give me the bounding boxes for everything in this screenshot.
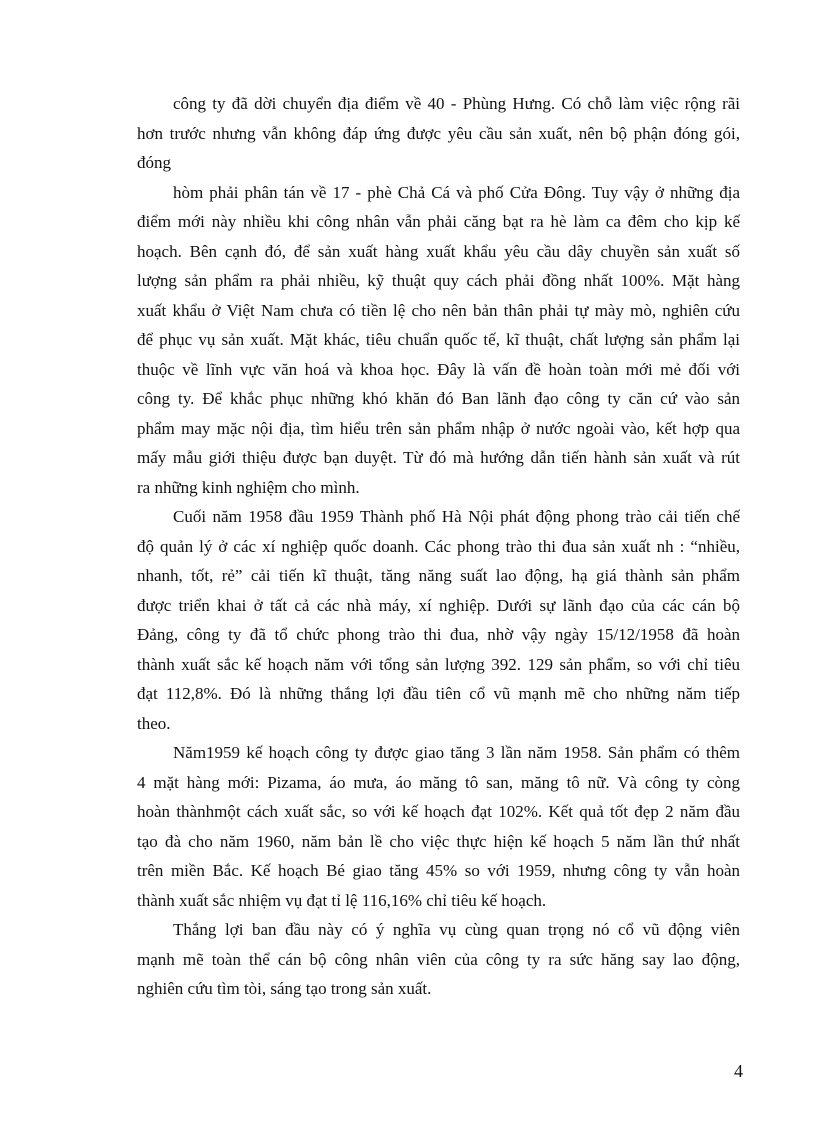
text-line: hơn trước nhưng vẫn không đáp ứng được yêu cầu sản xuất, nên bộ phận đóng gói,	[137, 123, 740, 143]
text-line: để phục vụ sản xuất. Mặt khác, tiêu chuẩn quốc tế, kĩ thuật, chất lượng sản phẩm lại	[137, 330, 740, 349]
text-line: công ty. Để khắc phục những khó khăn đó Ban lãnh đạo công ty căn cứ vào sản	[137, 389, 740, 408]
text-line: thành xuất sắc nhiệm vụ đạt tỉ lệ 116,16% chỉ tiêu kế hoạch.	[137, 890, 547, 910]
text-line: đóng	[137, 153, 171, 172]
text-line: nghiên cứu tìm tòi, sáng tạo trong sản xuất.	[137, 979, 432, 998]
text-line: phẩm may mặc nội địa, tìm hiểu trên sản phẩm nhập ở nước ngoài vào, kết hợp qua	[137, 418, 740, 438]
text-line: thành xuất sắc kế hoạch năm với tổng sản lượng 392. 129 sản phẩm, so với chỉ tiêu	[137, 654, 740, 674]
text-line: Cuối năm 1958 đầu 1959 Thành phố Hà Nội phát động phong trào cải tiến chế	[173, 507, 740, 526]
body-text	[137, 89, 740, 1004]
text-line: đạt 112,8%. Đó là những thắng lợi đầu tiên cổ vũ mạnh mẽ cho những năm tiếp	[137, 684, 740, 703]
text-line: độ quản lý ở các xí nghiệp quốc doanh. Các phong trào thi đua sản xuất nh : “nhiều,	[137, 536, 740, 556]
text-line: Đảng, công ty đã tổ chức phong trào thi đua, nhờ vậy ngày 15/12/1958 đã hoàn	[137, 625, 740, 644]
text-line: lượng sản phẩm ra phải nhiều, kỹ thuật quy cách phải đồng nhất 100%. Mặt hàng	[137, 271, 740, 290]
text-line: 4 mặt hàng mới: Pizama, áo mưa, áo măng tô san, măng tô nữ. Và công ty còng	[137, 772, 740, 792]
text-line: được triển khai ở tất cả các nhà máy, xí nghiệp. Dưới sự lãnh đạo của các cán bộ	[137, 595, 740, 615]
text-line: trên miền Bắc. Kế hoạch Bé giao tăng 45% so với 1959, nhưng công ty vẫn hoàn	[137, 861, 740, 880]
text-line: thuộc về lĩnh vực văn hoá và khoa học. Đây là vấn đề hoàn toàn mới mẻ đối với	[137, 359, 740, 379]
text-line: nhanh, tốt, rẻ” cải tiến kĩ thuật, tăng năng suất lao động, hạ giá thành sản phẩm	[137, 566, 740, 585]
text-line: Thắng lợi ban đầu này có ý nghĩa vụ cùng quan trọng nó cổ vũ động viên	[173, 920, 740, 939]
text-line: điểm mới này nhiều khi công nhân vẫn phải căng bạt ra hè làm ca đêm cho kịp kế	[137, 212, 740, 231]
text-line: hoàn thànhmột cách xuất sắc, so với kế hoạch đạt 102%. Kết quả tốt đẹp 2 năm đầu	[137, 802, 740, 821]
text-line: mấy mẫu giới thiệu được bạn duyệt. Từ đó mà hướng dẫn tiến hành sản xuất và rút	[137, 448, 740, 467]
text-line: hoạch. Bên cạnh đó, để sản xuất hàng xuất khẩu yêu cầu dây chuyền sản xuất số	[137, 241, 740, 261]
text-line: hòm phải phân tán về 17 - phè Chả Cá và phố Cửa Đông. Tuy vậy ở những địa	[173, 182, 740, 202]
text-line: công ty đã dời chuyển địa điểm về 40 - Phùng Hưng. Có chỗ làm việc rộng rãi	[173, 94, 740, 113]
text-line: ra những kinh nghiệm cho mình.	[137, 477, 360, 497]
text-line: Năm1959 kế hoạch công ty được giao tăng 3 lần năm 1958. Sản phẩm có thêm	[173, 743, 740, 762]
text-line: xuất khẩu ở Việt Nam chưa có tiền lệ cho nên bản thân phải tự mày mò, nghiên cứu	[137, 300, 740, 320]
page-number: 4	[734, 1061, 743, 1081]
text-line: tạo đà cho năm 1960, năm bản lề cho việc thực hiện kế hoạch 5 năm lần thứ nhất	[137, 831, 740, 851]
text-line: mạnh mẽ toàn thể cán bộ công nhân viên của công ty ra sức hăng say lao động,	[137, 949, 740, 969]
text-line: theo.	[137, 713, 171, 733]
